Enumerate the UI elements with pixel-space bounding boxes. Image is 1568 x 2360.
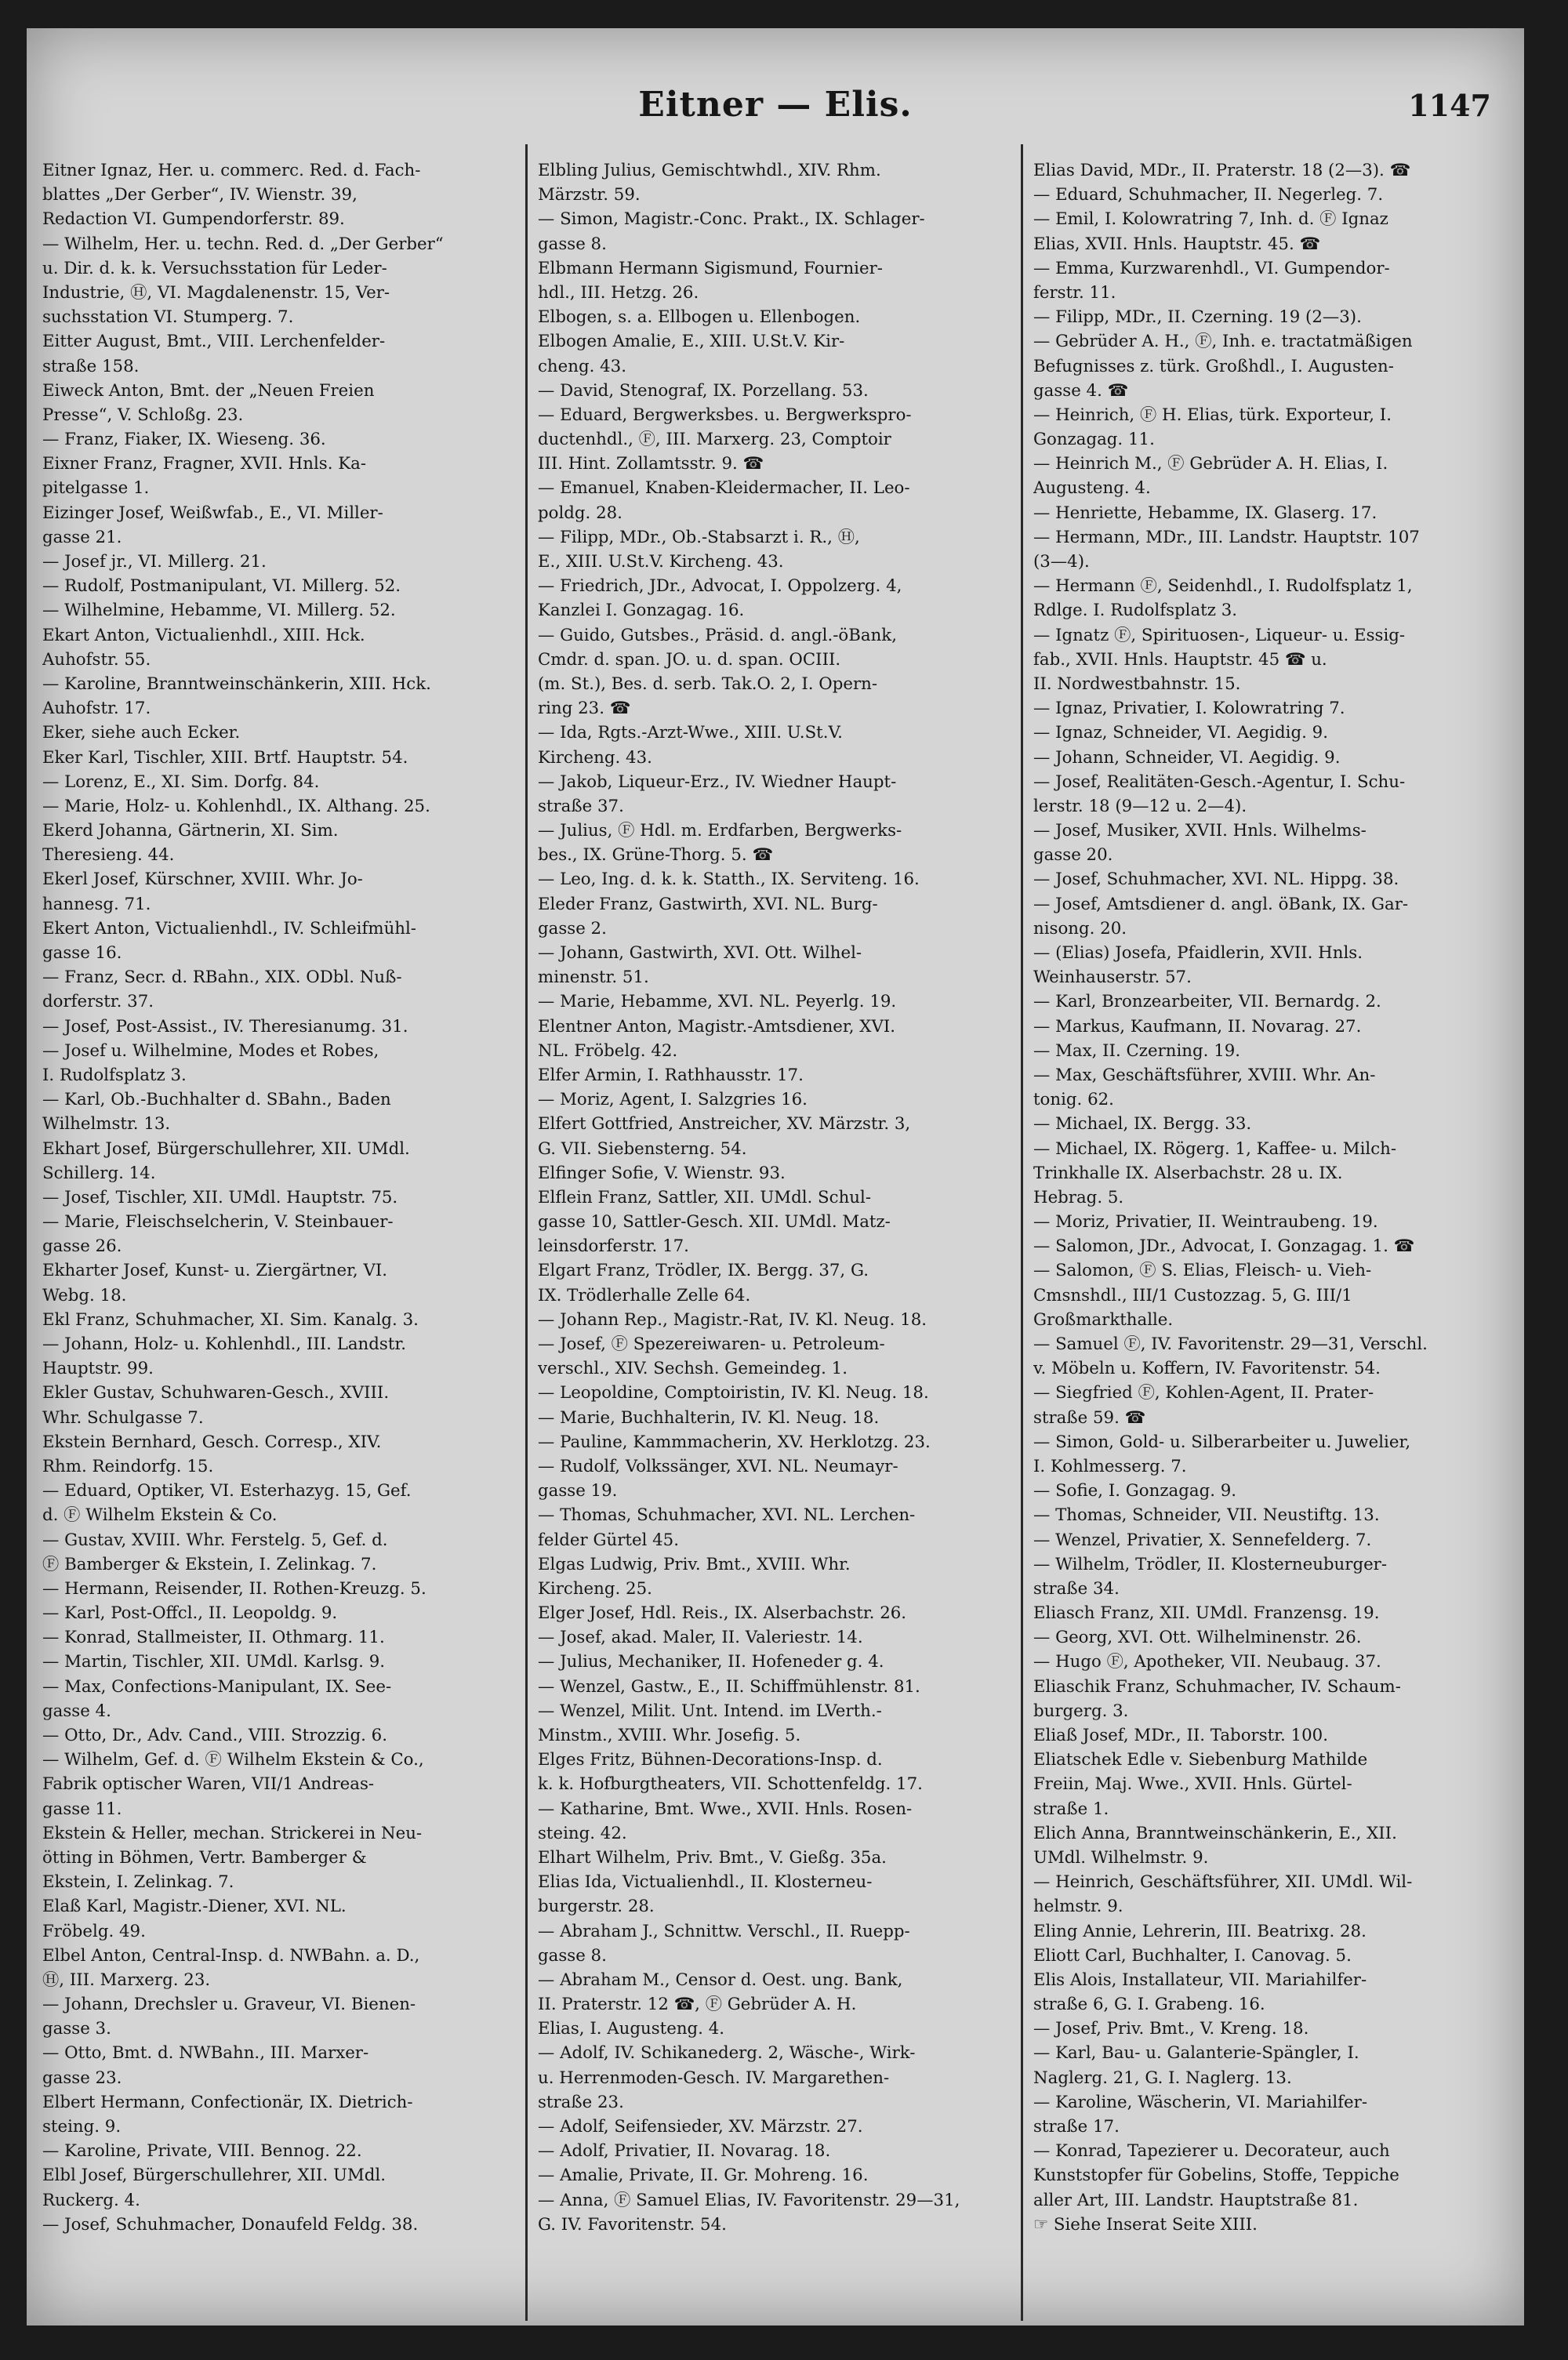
directory-entry-line: — Michael, IX. Rögerg. 1, Kaffee- u. Milch- (1033, 1138, 1397, 1159)
directory-entry-line: — Eduard, Schuhmacher, II. Negerleg. 7. (1033, 185, 1384, 205)
directory-entry-line: — Josef, Schuhmacher, XVI. NL. Hippg. 38. (1033, 870, 1399, 890)
directory-entry-line: — Marie, Hebamme, XVI. NL. Peyerlg. 19. (538, 992, 897, 1012)
directory-entry-line: — Markus, Kaufmann, II. Novarag. 27. (1033, 1016, 1362, 1037)
directory-entry-line: Ekl Franz, Schuhmacher, XI. Sim. Kanalg. 3. (42, 1309, 419, 1330)
directory-entry-line: steing. 42. (538, 1823, 627, 1843)
directory-entry-line: Eker Karl, Tischler, XIII. Brtf. Hauptstr. 54. (42, 747, 408, 768)
directory-entry-line: (3—4). (1033, 552, 1090, 572)
directory-entry-line: — Josef, Amtsdiener d. angl. öBank, IX. Gar- (1033, 894, 1409, 914)
directory-entry-line: Freiin, Maj. Wwe., XVII. Hnls. Gürtel- (1033, 1774, 1352, 1795)
directory-entry-line: — Anna, Ⓕ Samuel Elias, IV. Favoritenstr. 29—31, (538, 2190, 960, 2210)
directory-entry-line: — Johann, Drechsler u. Graveur, VI. Bienen- (42, 1995, 416, 2015)
directory-entry-line: bes., IX. Grüne-Thorg. 5. ☎ (538, 845, 773, 866)
directory-entry-line: straße 37. (538, 796, 624, 816)
directory-entry-line: — Gustav, XVIII. Whr. Ferstelg. 5, Gef. d. (42, 1530, 388, 1550)
directory-entry-line: helmstr. 9. (1033, 1897, 1123, 1917)
directory-entry-line: hdl., III. Hetzg. 26. (538, 282, 699, 303)
directory-entry-line: IX. Trödlerhalle Zelle 64. (538, 1285, 751, 1305)
directory-entry-line: — Emma, Kurzwarenhdl., VI. Gumpendor- (1033, 258, 1390, 278)
directory-entry-line: gasse 10, Sattler-Gesch. XII. UMdl. Matz- (538, 1212, 891, 1233)
directory-entry-line: — Max, Geschäftsführer, XVIII. Whr. An- (1033, 1065, 1376, 1085)
directory-entry-line: Eliott Carl, Buchhalter, I. Canovag. 5. (1033, 1945, 1352, 1966)
directory-entry-line: — Wilhelm, Gef. d. Ⓕ Wilhelm Ekstein & Co., (42, 1750, 424, 1770)
directory-entry-line: Elentner Anton, Magistr.-Amtsdiener, XVI. (538, 1016, 896, 1037)
directory-entry-line: — Hugo Ⓕ, Apotheker, VII. Neubaug. 37. (1033, 1652, 1381, 1672)
directory-entry-line: — Lorenz, E., XI. Sim. Dorfg. 84. (42, 772, 320, 792)
directory-entry-line: — Rudolf, Postmanipulant, VI. Millerg. 52. (42, 576, 401, 597)
directory-entry-line: Kanzlei I. Gonzagag. 16. (538, 601, 745, 621)
directory-entry-line: — Josef, Schuhmacher, Donaufeld Feldg. 38. (42, 2214, 419, 2235)
directory-entry-line: Eiweck Anton, Bmt. der „Neuen Freien (42, 380, 375, 401)
directory-entry-line: Großmarkthalle. (1033, 1309, 1174, 1330)
directory-entry-line: — Heinrich, Geschäftsführer, XII. UMdl. Wil- (1033, 1872, 1413, 1893)
directory-entry-line: — Julius, Ⓕ Hdl. m. Erdfarben, Bergwerks- (538, 821, 902, 841)
directory-entry-line: verschl., XIV. Sechsh. Gemeindeg. 1. (538, 1359, 848, 1379)
directory-column-3 (1033, 158, 1500, 2237)
directory-entry-line: Elis Alois, Installateur, VII. Mariahilfer- (1033, 1970, 1367, 1990)
directory-entry-line: Elias Ida, Victualienhdl., II. Klosterneu- (538, 1872, 873, 1893)
directory-entry-line: Eliatschek Edle v. Siebenburg Mathilde (1033, 1750, 1368, 1770)
directory-entry-line: leinsdorferstr. 17. (538, 1236, 689, 1257)
directory-entry-line: Ekharter Josef, Kunst- u. Ziergärtner, VI. (42, 1261, 388, 1281)
directory-entry-line: Elbert Hermann, Confectionär, IX. Dietrich- (42, 2092, 413, 2112)
directory-entry-line: tonig. 62. (1033, 1090, 1114, 1110)
page-header (27, 85, 1524, 132)
directory-entry-line: Redaction VI. Gumpendorferstr. 89. (42, 209, 345, 230)
directory-entry-line: Fröbelg. 49. (42, 1921, 146, 1941)
directory-entry-line: — Karl, Bronzearbeiter, VII. Bernardg. 2. (1033, 992, 1381, 1012)
directory-entry-line: Eitner Ignaz, Her. u. commerc. Red. d. Fach- (42, 161, 421, 180)
directory-entry-line: Weinhauserstr. 57. (1033, 968, 1192, 988)
directory-entry-line: pitelgasse 1. (42, 478, 150, 499)
directory-entry-line: — Johann Rep., Magistr.-Rat, IV. Kl. Neug. 18. (538, 1309, 927, 1330)
directory-entry-line: Ekart Anton, Victualienhdl., XIII. Hck. (42, 625, 365, 645)
directory-entry-line: — Karoline, Branntweinschänkerin, XIII. Hck. (42, 674, 431, 694)
directory-entry-line: — Josef, akad. Maler, II. Valeriestr. 14. (538, 1628, 863, 1648)
directory-entry-line: Theresieng. 44. (42, 845, 175, 866)
directory-entry-line: Augusteng. 4. (1033, 478, 1151, 499)
directory-entry-line: Elich Anna, Branntweinschänkerin, E., XII. (1033, 1823, 1397, 1843)
directory-entry-line: Märzstr. 59. (538, 185, 641, 205)
directory-entry-line: — Franz, Fiaker, IX. Wieseng. 36. (42, 430, 326, 450)
directory-entry-line: — Katharine, Bmt. Wwe., XVII. Hnls. Rosen- (538, 1799, 913, 1819)
directory-entry-line: — Wilhelm, Trödler, II. Klosterneuburger- (1033, 1554, 1388, 1574)
directory-entry-line: gasse 4. ☎ (1033, 380, 1129, 401)
directory-entry-line: — Ignaz, Schneider, VI. Aegidig. 9. (1033, 723, 1328, 743)
directory-entry-line: — Josef, Tischler, XII. UMdl. Hauptstr. 75. (42, 1187, 398, 1207)
directory-entry-line: Kircheng. 25. (538, 1578, 652, 1599)
directory-entry-line: (m. St.), Bes. d. serb. Tak.O. 2, I. Opern- (538, 674, 878, 694)
directory-entry-line: — Abraham M., Censor d. Oest. ung. Bank, (538, 1970, 903, 1990)
directory-entry-line: — Marie, Holz- u. Kohlenhdl., IX. Althang. 25. (42, 796, 430, 816)
directory-entry-line: — Henriette, Hebamme, IX. Glaserg. 17. (1033, 503, 1377, 523)
directory-entry-line: Ⓗ, III. Marxerg. 23. (42, 1970, 211, 1990)
directory-entry-line: — Wenzel, Milit. Unt. Intend. im LVerth.- (538, 1701, 882, 1721)
directory-entry-line: — Konrad, Tapezierer u. Decorateur, auch (1033, 2141, 1390, 2162)
directory-entry-line: Whr. Schulgasse 7. (42, 1407, 204, 1428)
directory-entry-line: — Josef jr., VI. Millerg. 21. (42, 552, 267, 572)
directory-entry-line: — Hermann, MDr., III. Landstr. Hauptstr. 107 (1033, 527, 1420, 547)
directory-entry-line: — Michael, IX. Bergg. 33. (1033, 1114, 1252, 1135)
directory-entry-line: Befugnisses z. türk. Großhdl., I. Augusten- (1033, 356, 1394, 376)
directory-entry-line: Elflein Franz, Sattler, XII. UMdl. Schul- (538, 1187, 872, 1207)
directory-entry-line: Rhm. Reindorfg. 15. (42, 1456, 214, 1476)
directory-entry-line: — Filipp, MDr., II. Czerning. 19 (2—3). (1033, 307, 1362, 328)
directory-entry-line: Rdlge. I. Rudolfsplatz 3. (1033, 601, 1238, 621)
directory-entry-line: — Thomas, Schneider, VII. Neustiftg. 13. (1033, 1505, 1380, 1526)
directory-entry-line: Elgart Franz, Trödler, IX. Bergg. 37, G. (538, 1261, 869, 1281)
directory-entry-line: Ekstein, I. Zelinkag. 7. (42, 1872, 234, 1893)
directory-entry-line: fab., XVII. Hnls. Hauptstr. 45 ☎ u. (1033, 649, 1327, 670)
directory-entry-line: Elbling Julius, Gemischtwhdl., XIV. Rhm. (538, 161, 881, 180)
directory-entry-line: Elias David, MDr., II. Praterstr. 18 (2—3). ☎ (1033, 161, 1411, 180)
directory-entry-line: Schillerg. 14. (42, 1163, 156, 1183)
directory-entry-line: Auhofstr. 17. (42, 699, 151, 719)
directory-entry-line: Eliaß Josef, MDr., II. Taborstr. 100. (1033, 1726, 1328, 1745)
directory-entry-line: gasse 26. (42, 1236, 122, 1257)
directory-entry-line: Kunststopfer für Gobelins, Stoffe, Teppiche (1033, 2166, 1399, 2186)
directory-entry-line: Eizinger Josef, Weißwfab., E., VI. Miller- (42, 503, 383, 523)
directory-entry-line: — Thomas, Schuhmacher, XVI. NL. Lerchen- (538, 1505, 916, 1526)
directory-entry-line: — Franz, Secr. d. RBahn., XIX. ODbl. Nuß- (42, 968, 402, 988)
directory-entry-line: — Josef, Musiker, XVII. Hnls. Wilhelms- (1033, 821, 1367, 841)
directory-entry-line: — Josef, Priv. Bmt., V. Kreng. 18. (1033, 2019, 1309, 2039)
directory-entry-line: v. Möbeln u. Koffern, IV. Favoritenstr. 54. (1033, 1359, 1381, 1379)
directory-entry-line: Hebrag. 5. (1033, 1187, 1124, 1207)
directory-entry-line: — Karl, Bau- u. Galanterie-Spängler, I. (1033, 2043, 1359, 2064)
directory-entry-line: gasse 4. (42, 1701, 111, 1721)
directory-column-1 (42, 158, 509, 2237)
directory-entry-line: Ruckerg. 4. (42, 2190, 140, 2210)
directory-entry-line: — Heinrich, Ⓕ H. Elias, türk. Exporteur, I. (1033, 405, 1392, 425)
directory-entry-line: Minstm., XVIII. Whr. Josefig. 5. (538, 1726, 801, 1745)
directory-entry-line: steing. 9. (42, 2117, 122, 2137)
directory-entry-line: lerstr. 18 (9—12 u. 2—4). (1033, 796, 1247, 816)
directory-entry-line: Elhart Wilhelm, Priv. Bmt., V. Gießg. 35a. (538, 1847, 887, 1868)
directory-entry-line: — Emil, I. Kolowratring 7, Inh. d. Ⓕ Ignaz (1033, 209, 1388, 230)
directory-entry-line: Elaß Karl, Magistr.-Diener, XVI. NL. (42, 1897, 347, 1917)
directory-entry-line: gasse 11. (42, 1799, 122, 1819)
directory-entry-line: Ekstein Bernhard, Gesch. Corresp., XIV. (42, 1432, 382, 1452)
directory-entry-line: gasse 23. (42, 2068, 122, 2088)
directory-entry-line: — Jakob, Liqueur-Erz., IV. Wiedner Haupt- (538, 772, 897, 792)
page-number: 1147 (1408, 88, 1491, 123)
directory-entry-line: — Martin, Tischler, XII. UMdl. Karlsg. 9. (42, 1652, 386, 1672)
directory-entry-line: — Marie, Buchhalterin, IV. Kl. Neug. 18. (538, 1407, 880, 1428)
directory-entry-line: — Hermann, Reisender, II. Rothen-Kreuzg. 5. (42, 1578, 426, 1599)
column-rule (525, 144, 528, 2321)
directory-entry-line: — Johann, Gastwirth, XVI. Ott. Wilhel- (538, 943, 862, 963)
directory-entry-line: Elfinger Sofie, V. Wienstr. 93. (538, 1163, 786, 1183)
directory-entry-line: Elbogen, s. a. Ellbogen u. Ellenbogen. (538, 307, 861, 328)
directory-entry-line: UMdl. Wilhelmstr. 9. (1033, 1847, 1209, 1868)
directory-entry-line: Gonzagag. 11. (1033, 430, 1155, 450)
directory-entry-line: Kircheng. 43. (538, 747, 652, 768)
directory-entry-line: — Adolf, Seifensieder, XV. Märzstr. 27. (538, 2117, 863, 2137)
directory-entry-line: ötting in Böhmen, Vertr. Bamberger & (42, 1847, 367, 1868)
directory-entry-line: Wilhelmstr. 13. (42, 1114, 171, 1135)
directory-entry-line: — Max, Confections-Manipulant, IX. See- (42, 1676, 392, 1697)
directory-entry-line: gasse 16. (42, 943, 122, 963)
directory-entry-line: — Rudolf, Volkssänger, XVI. NL. Neumayr- (538, 1456, 898, 1476)
directory-entry-line: Fabrik optischer Waren, VII/1 Andreas- (42, 1774, 375, 1795)
directory-entry-line: — Ignaz, Privatier, I. Kolowratring 7. (1033, 699, 1345, 719)
directory-entry-line: Elias, XVII. Hnls. Hauptstr. 45. ☎ (1033, 234, 1321, 254)
directory-column-2 (538, 158, 1004, 2237)
directory-entry-line: Naglerg. 21, G. I. Naglerg. 13. (1033, 2068, 1292, 2088)
directory-entry-line: — Eduard, Bergwerksbes. u. Bergwerkspro- (538, 405, 912, 425)
directory-entry-line: straße 158. (42, 356, 140, 376)
directory-entry-line: Ekert Anton, Victualienhdl., IV. Schleifmühl- (42, 918, 417, 939)
directory-entry-line: G. IV. Favoritenstr. 54. (538, 2214, 727, 2235)
directory-entry-line: straße 23. (538, 2092, 624, 2112)
directory-entry-line: Elbogen Amalie, E., XIII. U.St.V. Kir- (538, 332, 845, 352)
directory-entry-line: Eixner Franz, Fragner, XVII. Hnls. Ka- (42, 454, 367, 474)
directory-entry-line: gasse 2. (538, 918, 607, 939)
directory-entry-line: — Adolf, Privatier, II. Novarag. 18. (538, 2141, 831, 2162)
column-rule (1021, 144, 1023, 2321)
directory-entry-line: — Leopoldine, Comptoiristin, IV. Kl. Neug. 18. (538, 1383, 929, 1403)
directory-entry-line: — Ignatz Ⓕ, Spirituosen-, Liqueur- u. Essig- (1033, 625, 1406, 645)
directory-entry-line: Elges Fritz, Bühnen-Decorations-Insp. d. (538, 1750, 883, 1770)
directory-entry-line: — Adolf, IV. Schikanederg. 2, Wäsche-, Wirk- (538, 2043, 916, 2064)
directory-entry-line: Elbel Anton, Central-Insp. d. NWBahn. a. D., (42, 1945, 420, 1966)
directory-entry-line: minenstr. 51. (538, 968, 649, 988)
directory-entry-line: Eleder Franz, Gastwirth, XVI. NL. Burg- (538, 894, 878, 914)
directory-page (27, 28, 1524, 2326)
directory-entry-line: — Josef, Realitäten-Gesch.-Agentur, I. Schu- (1033, 772, 1406, 792)
directory-entry-line: Ⓕ Bamberger & Ekstein, I. Zelinkag. 7. (42, 1554, 377, 1574)
directory-entry-line: — Konrad, Stallmeister, II. Othmarg. 11. (42, 1628, 385, 1648)
directory-entry-line: Elgas Ludwig, Priv. Bmt., XVIII. Whr. (538, 1554, 851, 1574)
directory-entry-line: straße 17. (1033, 2117, 1120, 2137)
directory-entry-line: Ekerd Johanna, Gärtnerin, XI. Sim. (42, 821, 339, 841)
directory-entry-line: Elger Josef, Hdl. Reis., IX. Alserbachstr. 26. (538, 1603, 907, 1624)
directory-entry-line: gasse 8. (538, 1945, 607, 1966)
directory-entry-line: Eitter August, Bmt., VIII. Lerchenfelder- (42, 332, 386, 352)
directory-entry-line: burgerg. 3. (1033, 1701, 1129, 1721)
directory-entry-line: Elfer Armin, I. Rathhausstr. 17. (538, 1065, 804, 1085)
directory-entry-line: — Wenzel, Gastw., E., II. Schiffmühlenstr. 81. (538, 1676, 920, 1697)
directory-entry-line: — Guido, Gutsbes., Präsid. d. angl.-öBank, (538, 625, 897, 645)
directory-entry-line: ☞ Siehe Inserat Seite XIII. (1033, 2214, 1258, 2235)
directory-entry-line: poldg. 28. (538, 503, 622, 523)
directory-entry-line: d. Ⓕ Wilhelm Ekstein & Co. (42, 1505, 278, 1526)
directory-entry-line: — Karoline, Private, VIII. Bennog. 22. (42, 2141, 362, 2162)
directory-entry-line: blattes „Der Gerber“, IV. Wienstr. 39, (42, 185, 358, 205)
directory-entry-line: Elfert Gottfried, Anstreicher, XV. Märzstr. 3, (538, 1114, 911, 1135)
directory-entry-line: — Amalie, Private, II. Gr. Mohreng. 16. (538, 2166, 869, 2186)
directory-entry-line: ductenhdl., Ⓕ, III. Marxerg. 23, Comptoir (538, 430, 891, 450)
directory-entry-line: NL. Fröbelg. 42. (538, 1040, 678, 1061)
directory-entry-line: gasse 8. (538, 234, 607, 254)
directory-entry-line: Elbl Josef, Bürgerschullehrer, XII. UMdl. (42, 2166, 386, 2186)
directory-entry-line: Ekstein & Heller, mechan. Strickerei in Neu- (42, 1823, 423, 1843)
directory-entry-line: — Eduard, Optiker, VI. Esterhazyg. 15, Gef. (42, 1481, 412, 1501)
directory-entry-line: Ekhart Josef, Bürgerschullehrer, XII. UMdl. (42, 1138, 410, 1159)
directory-entry-line: — Karl, Post-Offcl., II. Leopoldg. 9. (42, 1603, 338, 1624)
directory-entry-line: straße 6, G. I. Grabeng. 16. (1033, 1995, 1265, 2015)
directory-entry-line: Webg. 18. (42, 1285, 127, 1305)
directory-entry-line: aller Art, III. Landstr. Hauptstraße 81. (1033, 2190, 1359, 2210)
directory-entry-line: k. k. Hofburgtheaters, VII. Schottenfeldg. 17. (538, 1774, 923, 1795)
directory-entry-line: gasse 3. (42, 2019, 111, 2039)
directory-entry-line: — Julius, Mechaniker, II. Hofeneder g. 4. (538, 1652, 884, 1672)
directory-entry-line: I. Kohlmesserg. 7. (1033, 1456, 1187, 1476)
directory-entry-line: Presse“, V. Schloßg. 23. (42, 405, 244, 425)
directory-entry-line: — Marie, Fleischselcherin, V. Steinbauer- (42, 1212, 394, 1233)
directory-entry-line: — Abraham J., Schnittw. Verschl., II. Ruepp- (538, 1921, 910, 1941)
directory-entry-line: — Karoline, Wäscherin, VI. Mariahilfer- (1033, 2092, 1368, 2112)
directory-entry-line: u. Dir. d. k. k. Versuchsstation für Leder- (42, 258, 387, 278)
directory-entry-line: — Siegfried Ⓕ, Kohlen-Agent, II. Prater- (1033, 1383, 1374, 1403)
directory-entry-line: Elias, I. Augusteng. 4. (538, 2019, 725, 2039)
directory-entry-line: — Josef u. Wilhelmine, Modes et Robes, (42, 1040, 379, 1061)
directory-entry-line: Eker, siehe auch Ecker. (42, 723, 241, 743)
directory-entry-line: — Pauline, Kammmacherin, XV. Herklotzg. 23. (538, 1432, 931, 1452)
directory-entry-line: Industrie, Ⓗ, VI. Magdalenenstr. 15, Ver- (42, 282, 390, 303)
directory-entry-line: gasse 19. (538, 1481, 618, 1501)
directory-entry-line: Eliasch Franz, XII. UMdl. Franzensg. 19. (1033, 1603, 1380, 1624)
directory-entry-line: cheng. 43. (538, 356, 627, 376)
directory-entry-line: — (Elias) Josefa, Pfaidlerin, XVII. Hnls. (1033, 943, 1363, 963)
directory-entry-line: — Samuel Ⓕ, IV. Favoritenstr. 29—31, Verschl. (1033, 1334, 1428, 1354)
directory-entry-line: — Moriz, Privatier, II. Weintraubeng. 19. (1033, 1212, 1378, 1233)
directory-entry-line: — Karl, Ob.-Buchhalter d. SBahn., Baden (42, 1090, 391, 1110)
directory-entry-line: felder Gürtel 45. (538, 1530, 680, 1550)
directory-entry-line: ring 23. ☎ (538, 699, 631, 719)
directory-entry-line: — Wilhelmine, Hebamme, VI. Millerg. 52. (42, 601, 396, 621)
directory-entry-line: Trinkhalle IX. Alserbachstr. 28 u. IX. (1033, 1163, 1343, 1183)
directory-entry-line: burgerstr. 28. (538, 1897, 655, 1917)
directory-entry-line: dorferstr. 37. (42, 992, 154, 1012)
directory-entry-line: u. Herrenmoden-Gesch. IV. Margarethen- (538, 2068, 890, 2088)
directory-entry-line: — Wilhelm, Her. u. techn. Red. d. „Der Gerber“ (42, 234, 444, 254)
directory-entry-line: — Georg, XVI. Ott. Wilhelminenstr. 26. (1033, 1628, 1362, 1648)
directory-entry-line: ferstr. 11. (1033, 282, 1116, 303)
directory-entry-line: straße 1. (1033, 1799, 1109, 1819)
directory-entry-line: straße 59. ☎ (1033, 1407, 1146, 1428)
directory-entry-line: — Filipp, MDr., Ob.-Stabsarzt i. R., Ⓗ, (538, 527, 860, 547)
directory-entry-line: Elbmann Hermann Sigismund, Fournier- (538, 258, 883, 278)
running-title: Eitner — Elis. (638, 85, 913, 125)
directory-entry-line: Cmsnshdl., III/1 Custozzag. 5, G. III/1 (1033, 1285, 1352, 1305)
directory-entry-line: nisong. 20. (1033, 918, 1127, 939)
directory-entry-line: — Simon, Magistr.-Conc. Prakt., IX. Schlager- (538, 209, 925, 230)
directory-entry-line: — Friedrich, JDr., Advocat, I. Oppolzerg. 4, (538, 576, 902, 597)
directory-entry-line: suchsstation VI. Stumperg. 7. (42, 307, 294, 328)
directory-entry-line: — Josef, Ⓕ Spezereiwaren- u. Petroleum- (538, 1334, 885, 1354)
directory-entry-line: — Simon, Gold- u. Silberarbeiter u. Juwelier, (1033, 1432, 1411, 1452)
directory-entry-line: hannesg. 71. (42, 894, 151, 914)
directory-entry-line: — Johann, Schneider, VI. Aegidig. 9. (1033, 747, 1341, 768)
directory-entry-line: Hauptstr. 99. (42, 1359, 154, 1379)
directory-entry-line: — Salomon, JDr., Advocat, I. Gonzagag. 1. ☎ (1033, 1236, 1415, 1257)
directory-entry-line: — Josef, Post-Assist., IV. Theresianumg. 31. (42, 1016, 408, 1037)
directory-entry-line: — Otto, Dr., Adv. Cand., VIII. Strozzig. 6. (42, 1726, 387, 1745)
directory-entry-line: — Heinrich M., Ⓕ Gebrüder A. H. Elias, I. (1033, 454, 1388, 474)
directory-entry-line: — Hermann Ⓕ, Seidenhdl., I. Rudolfsplatz 1, (1033, 576, 1413, 597)
directory-entry-line: Ekler Gustav, Schuhwaren-Gesch., XVIII. (42, 1383, 390, 1403)
directory-entry-line: III. Hint. Zollamtsstr. 9. ☎ (538, 454, 764, 474)
directory-entry-line: — Wenzel, Privatier, X. Sennefelderg. 7. (1033, 1530, 1372, 1550)
directory-entry-line: Auhofstr. 55. (42, 649, 151, 670)
directory-entry-line: Cmdr. d. span. JO. u. d. span. OCIII. (538, 649, 841, 670)
directory-entry-line: gasse 21. (42, 527, 122, 547)
directory-entry-line: — Ida, Rgts.-Arzt-Wwe., XIII. U.St.V. (538, 723, 843, 743)
directory-entry-line: — Sofie, I. Gonzagag. 9. (1033, 1481, 1237, 1501)
directory-entry-line: — Otto, Bmt. d. NWBahn., III. Marxer- (42, 2043, 369, 2064)
directory-entry-line: Ekerl Josef, Kürschner, XVIII. Whr. Jo- (42, 870, 363, 890)
directory-entry-line: — Leo, Ing. d. k. k. Statth., IX. Serviteng. 16. (538, 870, 920, 890)
directory-entry-line: E., XIII. U.St.V. Kircheng. 43. (538, 552, 784, 572)
directory-entry-line: — Max, II. Czerning. 19. (1033, 1040, 1241, 1061)
directory-entry-line: II. Praterstr. 12 ☎, Ⓕ Gebrüder A. H. (538, 1995, 857, 2015)
directory-entry-line: G. VII. Siebensterng. 54. (538, 1138, 747, 1159)
directory-entry-line: — Gebrüder A. H., Ⓕ, Inh. e. tractatmäßigen (1033, 332, 1413, 352)
directory-entry-line: Eliaschik Franz, Schuhmacher, IV. Schaum- (1033, 1676, 1401, 1697)
directory-entry-line: — Moriz, Agent, I. Salzgries 16. (538, 1090, 808, 1110)
directory-entry-line: — Salomon, Ⓕ S. Elias, Fleisch- u. Vieh- (1033, 1261, 1372, 1281)
directory-entry-line: Eling Annie, Lehrerin, III. Beatrixg. 28. (1033, 1921, 1367, 1941)
directory-entry-line: — David, Stenograf, IX. Porzellang. 53. (538, 380, 869, 401)
directory-entry-line: II. Nordwestbahnstr. 15. (1033, 674, 1241, 694)
directory-entry-line: — Emanuel, Knaben-Kleidermacher, II. Leo- (538, 478, 910, 499)
directory-entry-line: straße 34. (1033, 1578, 1120, 1599)
directory-entry-line: — Johann, Holz- u. Kohlenhdl., III. Landstr. (42, 1334, 406, 1354)
directory-entry-line: gasse 20. (1033, 845, 1113, 866)
directory-entry-line: I. Rudolfsplatz 3. (42, 1065, 187, 1085)
